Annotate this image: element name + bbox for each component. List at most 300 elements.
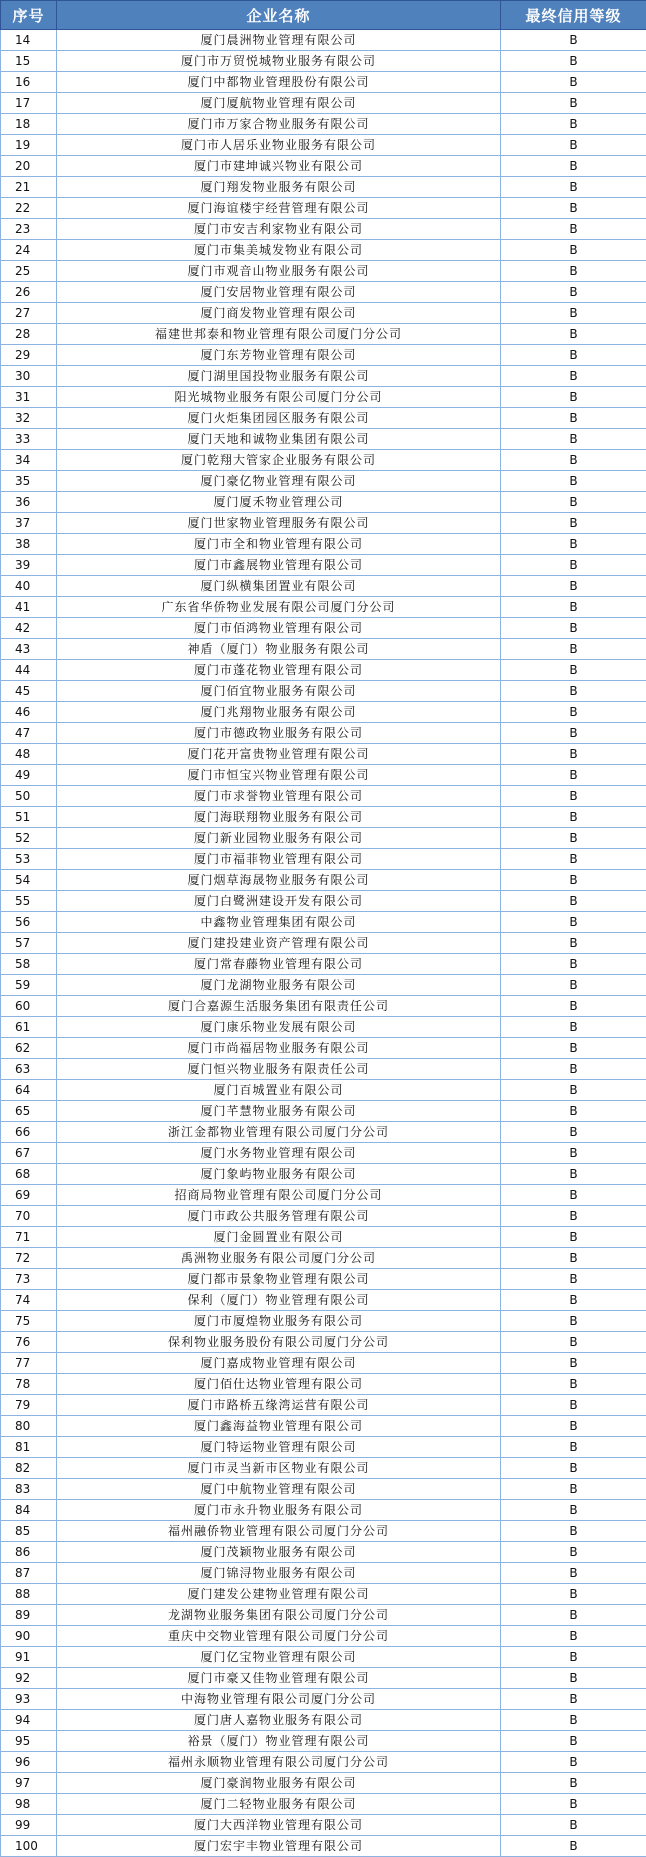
credit-grade: B — [501, 93, 646, 114]
credit-grade: B — [501, 1626, 646, 1647]
company-name: 厦门厦禾物业管理公司 — [57, 492, 501, 513]
credit-grade: B — [501, 534, 646, 555]
row-index: 66 — [1, 1122, 57, 1143]
company-name: 厦门大西洋物业管理有限公司 — [57, 1815, 501, 1836]
row-index: 32 — [1, 408, 57, 429]
row-index: 26 — [1, 282, 57, 303]
table-row — [1, 1395, 646, 1416]
company-name: 厦门市人居乐业物业服务有限公司 — [57, 135, 501, 156]
row-index: 57 — [1, 933, 57, 954]
row-index: 40 — [1, 576, 57, 597]
credit-grade: B — [501, 660, 646, 681]
table-row — [1, 828, 646, 849]
credit-grade: B — [501, 1521, 646, 1542]
row-index: 84 — [1, 1500, 57, 1521]
credit-grade: B — [501, 1227, 646, 1248]
table-row — [1, 1227, 646, 1248]
table-row — [1, 282, 646, 303]
row-index: 80 — [1, 1416, 57, 1437]
company-name: 厦门市全和物业管理有限公司 — [57, 534, 501, 555]
credit-grade: B — [501, 1122, 646, 1143]
credit-grade: B — [501, 324, 646, 345]
company-name: 厦门百城置业有限公司 — [57, 1080, 501, 1101]
table-row — [1, 1773, 646, 1794]
table-row — [1, 681, 646, 702]
credit-grade: B — [501, 135, 646, 156]
row-index: 49 — [1, 765, 57, 786]
credit-grade: B — [501, 1479, 646, 1500]
credit-grade: B — [501, 1836, 646, 1857]
table-row — [1, 1143, 646, 1164]
credit-grade: B — [501, 408, 646, 429]
row-index: 71 — [1, 1227, 57, 1248]
row-index: 63 — [1, 1059, 57, 1080]
row-index: 98 — [1, 1794, 57, 1815]
row-index: 87 — [1, 1563, 57, 1584]
company-name: 浙江金都物业管理有限公司厦门分公司 — [57, 1122, 501, 1143]
row-index: 52 — [1, 828, 57, 849]
table-row — [1, 450, 646, 471]
row-index: 59 — [1, 975, 57, 996]
credit-grade: B — [501, 1395, 646, 1416]
credit-grade: B — [501, 618, 646, 639]
header-company-name: 企业名称 — [57, 1, 501, 30]
row-index: 62 — [1, 1038, 57, 1059]
table-row — [1, 660, 646, 681]
row-index: 64 — [1, 1080, 57, 1101]
credit-grade: B — [501, 1731, 646, 1752]
table-row — [1, 1017, 646, 1038]
table-row — [1, 1731, 646, 1752]
credit-grade: B — [501, 1311, 646, 1332]
table-row — [1, 1437, 646, 1458]
table-row — [1, 1584, 646, 1605]
credit-grade: B — [501, 1185, 646, 1206]
credit-grade: B — [501, 1374, 646, 1395]
table-row — [1, 324, 646, 345]
row-index: 77 — [1, 1353, 57, 1374]
table-row — [1, 261, 646, 282]
table-row — [1, 1752, 646, 1773]
row-index: 65 — [1, 1101, 57, 1122]
credit-grade: B — [501, 345, 646, 366]
table-row — [1, 471, 646, 492]
row-index: 37 — [1, 513, 57, 534]
company-name: 厦门都市景象物业管理有限公司 — [57, 1269, 501, 1290]
credit-grade: B — [501, 576, 646, 597]
credit-grade: B — [501, 1269, 646, 1290]
row-index: 67 — [1, 1143, 57, 1164]
row-index: 61 — [1, 1017, 57, 1038]
row-index: 15 — [1, 51, 57, 72]
table-row — [1, 1710, 646, 1731]
credit-grade: B — [501, 807, 646, 828]
row-index: 90 — [1, 1626, 57, 1647]
table-row — [1, 1269, 646, 1290]
table-row — [1, 639, 646, 660]
company-name: 厦门市永升物业服务有限公司 — [57, 1500, 501, 1521]
company-name: 厦门市灵当新市区物业有限公司 — [57, 1458, 501, 1479]
row-index: 46 — [1, 702, 57, 723]
table-header — [1, 1, 646, 30]
row-index: 54 — [1, 870, 57, 891]
row-index: 75 — [1, 1311, 57, 1332]
table-row — [1, 702, 646, 723]
table-body — [1, 30, 646, 1857]
company-name: 厦门佰仕达物业管理有限公司 — [57, 1374, 501, 1395]
row-index: 51 — [1, 807, 57, 828]
credit-grade: B — [501, 1332, 646, 1353]
row-index: 56 — [1, 912, 57, 933]
table-row — [1, 408, 646, 429]
company-name: 厦门新业园物业服务有限公司 — [57, 828, 501, 849]
table-row — [1, 1164, 646, 1185]
row-index: 89 — [1, 1605, 57, 1626]
company-name: 厦门锦浔物业服务有限公司 — [57, 1563, 501, 1584]
row-index: 38 — [1, 534, 57, 555]
row-index: 70 — [1, 1206, 57, 1227]
table-row — [1, 1458, 646, 1479]
table-row — [1, 1647, 646, 1668]
company-name: 厦门兆翔物业服务有限公司 — [57, 702, 501, 723]
row-index: 81 — [1, 1437, 57, 1458]
table-row — [1, 555, 646, 576]
table-row — [1, 1521, 646, 1542]
row-index: 73 — [1, 1269, 57, 1290]
company-name: 厦门佰宜物业服务有限公司 — [57, 681, 501, 702]
credit-grade: B — [501, 681, 646, 702]
row-index: 27 — [1, 303, 57, 324]
table-row — [1, 870, 646, 891]
credit-grade: B — [501, 1101, 646, 1122]
credit-grade: B — [501, 282, 646, 303]
row-index: 93 — [1, 1689, 57, 1710]
row-index: 69 — [1, 1185, 57, 1206]
credit-grade: B — [501, 1248, 646, 1269]
table-row — [1, 1038, 646, 1059]
header-row — [1, 1, 646, 30]
company-name: 厦门金圆置业有限公司 — [57, 1227, 501, 1248]
credit-grade: B — [501, 1542, 646, 1563]
row-index: 76 — [1, 1332, 57, 1353]
credit-grade: B — [501, 1416, 646, 1437]
table-row — [1, 156, 646, 177]
company-name: 重庆中交物业管理有限公司厦门分公司 — [57, 1626, 501, 1647]
credit-grade: B — [501, 1584, 646, 1605]
credit-grade: B — [501, 555, 646, 576]
credit-grade: B — [501, 1353, 646, 1374]
row-index: 17 — [1, 93, 57, 114]
row-index: 100 — [1, 1836, 57, 1857]
row-index: 50 — [1, 786, 57, 807]
table-row — [1, 1059, 646, 1080]
company-name: 厦门市路桥五缘湾运营有限公司 — [57, 1395, 501, 1416]
company-name: 厦门市厦煌物业服务有限公司 — [57, 1311, 501, 1332]
table-row — [1, 1689, 646, 1710]
row-index: 20 — [1, 156, 57, 177]
credit-grade: B — [501, 1038, 646, 1059]
credit-grade: B — [501, 1563, 646, 1584]
row-index: 45 — [1, 681, 57, 702]
table-row — [1, 366, 646, 387]
company-name: 厦门市安吉利家物业有限公司 — [57, 219, 501, 240]
credit-grade: B — [501, 639, 646, 660]
row-index: 23 — [1, 219, 57, 240]
row-index: 39 — [1, 555, 57, 576]
header-credit-grade: 最终信用等级 — [501, 1, 646, 30]
company-name: 厦门商发物业管理有限公司 — [57, 303, 501, 324]
table-row — [1, 1290, 646, 1311]
credit-grade: B — [501, 870, 646, 891]
row-index: 94 — [1, 1710, 57, 1731]
credit-grade: B — [501, 912, 646, 933]
company-name: 厦门火炬集团园区服务有限公司 — [57, 408, 501, 429]
company-name: 厦门象屿物业服务有限公司 — [57, 1164, 501, 1185]
company-name: 厦门市福菲物业管理有限公司 — [57, 849, 501, 870]
row-index: 74 — [1, 1290, 57, 1311]
row-index: 44 — [1, 660, 57, 681]
credit-grade: B — [501, 156, 646, 177]
table-row — [1, 534, 646, 555]
company-name: 厦门唐人嘉物业服务有限公司 — [57, 1710, 501, 1731]
company-name: 保利（厦门）物业管理有限公司 — [57, 1290, 501, 1311]
row-index: 33 — [1, 429, 57, 450]
credit-grade: B — [501, 1080, 646, 1101]
company-name: 厦门市政公共服务管理有限公司 — [57, 1206, 501, 1227]
company-name: 厦门市集美城发物业有限公司 — [57, 240, 501, 261]
credit-grade: B — [501, 429, 646, 450]
credit-grade: B — [501, 723, 646, 744]
row-index: 53 — [1, 849, 57, 870]
table-row — [1, 576, 646, 597]
credit-grade: B — [501, 492, 646, 513]
table-row — [1, 786, 646, 807]
credit-grade: B — [501, 471, 646, 492]
credit-grade: B — [501, 1668, 646, 1689]
company-name: 厦门市蓬花物业管理有限公司 — [57, 660, 501, 681]
company-name: 厦门厦航物业管理有限公司 — [57, 93, 501, 114]
company-name: 厦门世家物业管理服务有限公司 — [57, 513, 501, 534]
credit-grade: B — [501, 1605, 646, 1626]
table-row — [1, 114, 646, 135]
table-row — [1, 744, 646, 765]
company-name: 厦门龙湖物业服务有限公司 — [57, 975, 501, 996]
credit-grade: B — [501, 450, 646, 471]
row-index: 36 — [1, 492, 57, 513]
row-index: 60 — [1, 996, 57, 1017]
row-index: 82 — [1, 1458, 57, 1479]
row-index: 86 — [1, 1542, 57, 1563]
company-name: 厦门市豪又佳物业管理有限公司 — [57, 1668, 501, 1689]
row-index: 58 — [1, 954, 57, 975]
table-row — [1, 723, 646, 744]
company-name: 厦门宏宇丰物业管理有限公司 — [57, 1836, 501, 1857]
company-name: 厦门鑫海益物业管理有限公司 — [57, 1416, 501, 1437]
company-name: 厦门豪润物业服务有限公司 — [57, 1773, 501, 1794]
table-row — [1, 1668, 646, 1689]
company-name: 厦门海谊楼宇经营管理有限公司 — [57, 198, 501, 219]
table-row — [1, 1080, 646, 1101]
credit-grade: B — [501, 240, 646, 261]
table-row — [1, 198, 646, 219]
company-name: 招商局物业管理有限公司厦门分公司 — [57, 1185, 501, 1206]
company-name: 厦门白鹭洲建设开发有限公司 — [57, 891, 501, 912]
row-index: 96 — [1, 1752, 57, 1773]
credit-grade: B — [501, 219, 646, 240]
table-row — [1, 303, 646, 324]
row-index: 55 — [1, 891, 57, 912]
row-index: 91 — [1, 1647, 57, 1668]
credit-grade: B — [501, 72, 646, 93]
row-index: 72 — [1, 1248, 57, 1269]
credit-grade: B — [501, 765, 646, 786]
company-name: 厦门市佰鸿物业管理有限公司 — [57, 618, 501, 639]
table-row — [1, 891, 646, 912]
credit-grade: B — [501, 786, 646, 807]
company-name: 厦门市恒宝兴物业管理有限公司 — [57, 765, 501, 786]
company-name: 龙湖物业服务集团有限公司厦门分公司 — [57, 1605, 501, 1626]
credit-grade: B — [501, 114, 646, 135]
table-row — [1, 1542, 646, 1563]
company-name: 厦门市万贸悦城物业服务有限公司 — [57, 51, 501, 72]
company-name: 厦门晨洲物业管理有限公司 — [57, 30, 501, 51]
company-name: 阳光城物业服务有限公司厦门分公司 — [57, 387, 501, 408]
row-index: 83 — [1, 1479, 57, 1500]
row-index: 19 — [1, 135, 57, 156]
row-index: 95 — [1, 1731, 57, 1752]
company-name: 厦门市鑫展物业管理有限公司 — [57, 555, 501, 576]
row-index: 31 — [1, 387, 57, 408]
row-index: 25 — [1, 261, 57, 282]
row-index: 85 — [1, 1521, 57, 1542]
company-name: 厦门烟草海晟物业服务有限公司 — [57, 870, 501, 891]
company-name: 中海物业管理有限公司厦门分公司 — [57, 1689, 501, 1710]
row-index: 97 — [1, 1773, 57, 1794]
table-row — [1, 1206, 646, 1227]
credit-grade: B — [501, 1458, 646, 1479]
credit-grade: B — [501, 702, 646, 723]
table-row — [1, 1311, 646, 1332]
table-row — [1, 30, 646, 51]
table-row — [1, 1332, 646, 1353]
table-row — [1, 1563, 646, 1584]
credit-grade: B — [501, 1689, 646, 1710]
table-row — [1, 387, 646, 408]
table-row — [1, 807, 646, 828]
table-row — [1, 1500, 646, 1521]
credit-grade: B — [501, 30, 646, 51]
company-name: 福建世邦泰和物业管理有限公司厦门分公司 — [57, 324, 501, 345]
row-index: 92 — [1, 1668, 57, 1689]
credit-grade: B — [501, 1500, 646, 1521]
company-name: 厦门二轻物业服务有限公司 — [57, 1794, 501, 1815]
company-name: 厦门翔发物业服务有限公司 — [57, 177, 501, 198]
table-row — [1, 93, 646, 114]
credit-grade: B — [501, 198, 646, 219]
table-row — [1, 429, 646, 450]
table-row — [1, 1122, 646, 1143]
table-row — [1, 1185, 646, 1206]
row-index: 22 — [1, 198, 57, 219]
table-row — [1, 219, 646, 240]
credit-grade: B — [501, 1773, 646, 1794]
company-name: 厦门嘉成物业管理有限公司 — [57, 1353, 501, 1374]
company-name: 厦门康乐物业发展有限公司 — [57, 1017, 501, 1038]
company-name: 厦门合嘉源生活服务集团有限责任公司 — [57, 996, 501, 1017]
company-name: 裕景（厦门）物业管理有限公司 — [57, 1731, 501, 1752]
table-row — [1, 345, 646, 366]
table-row — [1, 513, 646, 534]
company-name: 保利物业服务股份有限公司厦门分公司 — [57, 1332, 501, 1353]
company-name: 厦门纵横集团置业有限公司 — [57, 576, 501, 597]
table-row — [1, 1248, 646, 1269]
company-name: 厦门恒兴物业服务有限责任公司 — [57, 1059, 501, 1080]
credit-grade: B — [501, 1290, 646, 1311]
credit-grade: B — [501, 933, 646, 954]
table-row — [1, 177, 646, 198]
company-name: 厦门中都物业管理股份有限公司 — [57, 72, 501, 93]
table-row — [1, 1374, 646, 1395]
credit-grade: B — [501, 177, 646, 198]
company-name: 厦门建投建业资产管理有限公司 — [57, 933, 501, 954]
company-name: 厦门东芳物业管理有限公司 — [57, 345, 501, 366]
credit-grade: B — [501, 1059, 646, 1080]
table-row — [1, 1101, 646, 1122]
row-index: 16 — [1, 72, 57, 93]
row-index: 18 — [1, 114, 57, 135]
table-row — [1, 954, 646, 975]
row-index: 14 — [1, 30, 57, 51]
table-row — [1, 1836, 646, 1857]
credit-grade: B — [501, 744, 646, 765]
table-row — [1, 933, 646, 954]
company-name: 厦门市建坤诚兴物业有限公司 — [57, 156, 501, 177]
company-name: 厦门乾翔大管家企业服务有限公司 — [57, 450, 501, 471]
row-index: 29 — [1, 345, 57, 366]
company-name: 厦门市德政物业服务有限公司 — [57, 723, 501, 744]
credit-grade: B — [501, 1437, 646, 1458]
credit-grade: B — [501, 1164, 646, 1185]
table-row — [1, 1626, 646, 1647]
table-row — [1, 975, 646, 996]
company-name: 福州融侨物业管理有限公司厦门分公司 — [57, 1521, 501, 1542]
row-index: 78 — [1, 1374, 57, 1395]
table-row — [1, 1605, 646, 1626]
credit-grade: B — [501, 954, 646, 975]
row-index: 43 — [1, 639, 57, 660]
company-name: 厦门市观音山物业服务有限公司 — [57, 261, 501, 282]
credit-grade: B — [501, 387, 646, 408]
company-name: 福州永顺物业管理有限公司厦门分公司 — [57, 1752, 501, 1773]
credit-grade: B — [501, 891, 646, 912]
company-name: 禹洲物业服务有限公司厦门分公司 — [57, 1248, 501, 1269]
row-index: 34 — [1, 450, 57, 471]
credit-grade: B — [501, 1143, 646, 1164]
table-row — [1, 1416, 646, 1437]
table-row — [1, 72, 646, 93]
company-name: 厦门亿宝物业管理有限公司 — [57, 1647, 501, 1668]
company-name: 厦门市万家合物业服务有限公司 — [57, 114, 501, 135]
row-index: 47 — [1, 723, 57, 744]
company-name: 厦门豪亿物业管理有限公司 — [57, 471, 501, 492]
table-row — [1, 912, 646, 933]
header-index: 序号 — [1, 1, 57, 30]
company-name: 厦门海联翔物业服务有限公司 — [57, 807, 501, 828]
company-name: 中鑫物业管理集团有限公司 — [57, 912, 501, 933]
credit-grade: B — [501, 828, 646, 849]
company-name: 厦门市尚福居物业服务有限公司 — [57, 1038, 501, 1059]
row-index: 21 — [1, 177, 57, 198]
